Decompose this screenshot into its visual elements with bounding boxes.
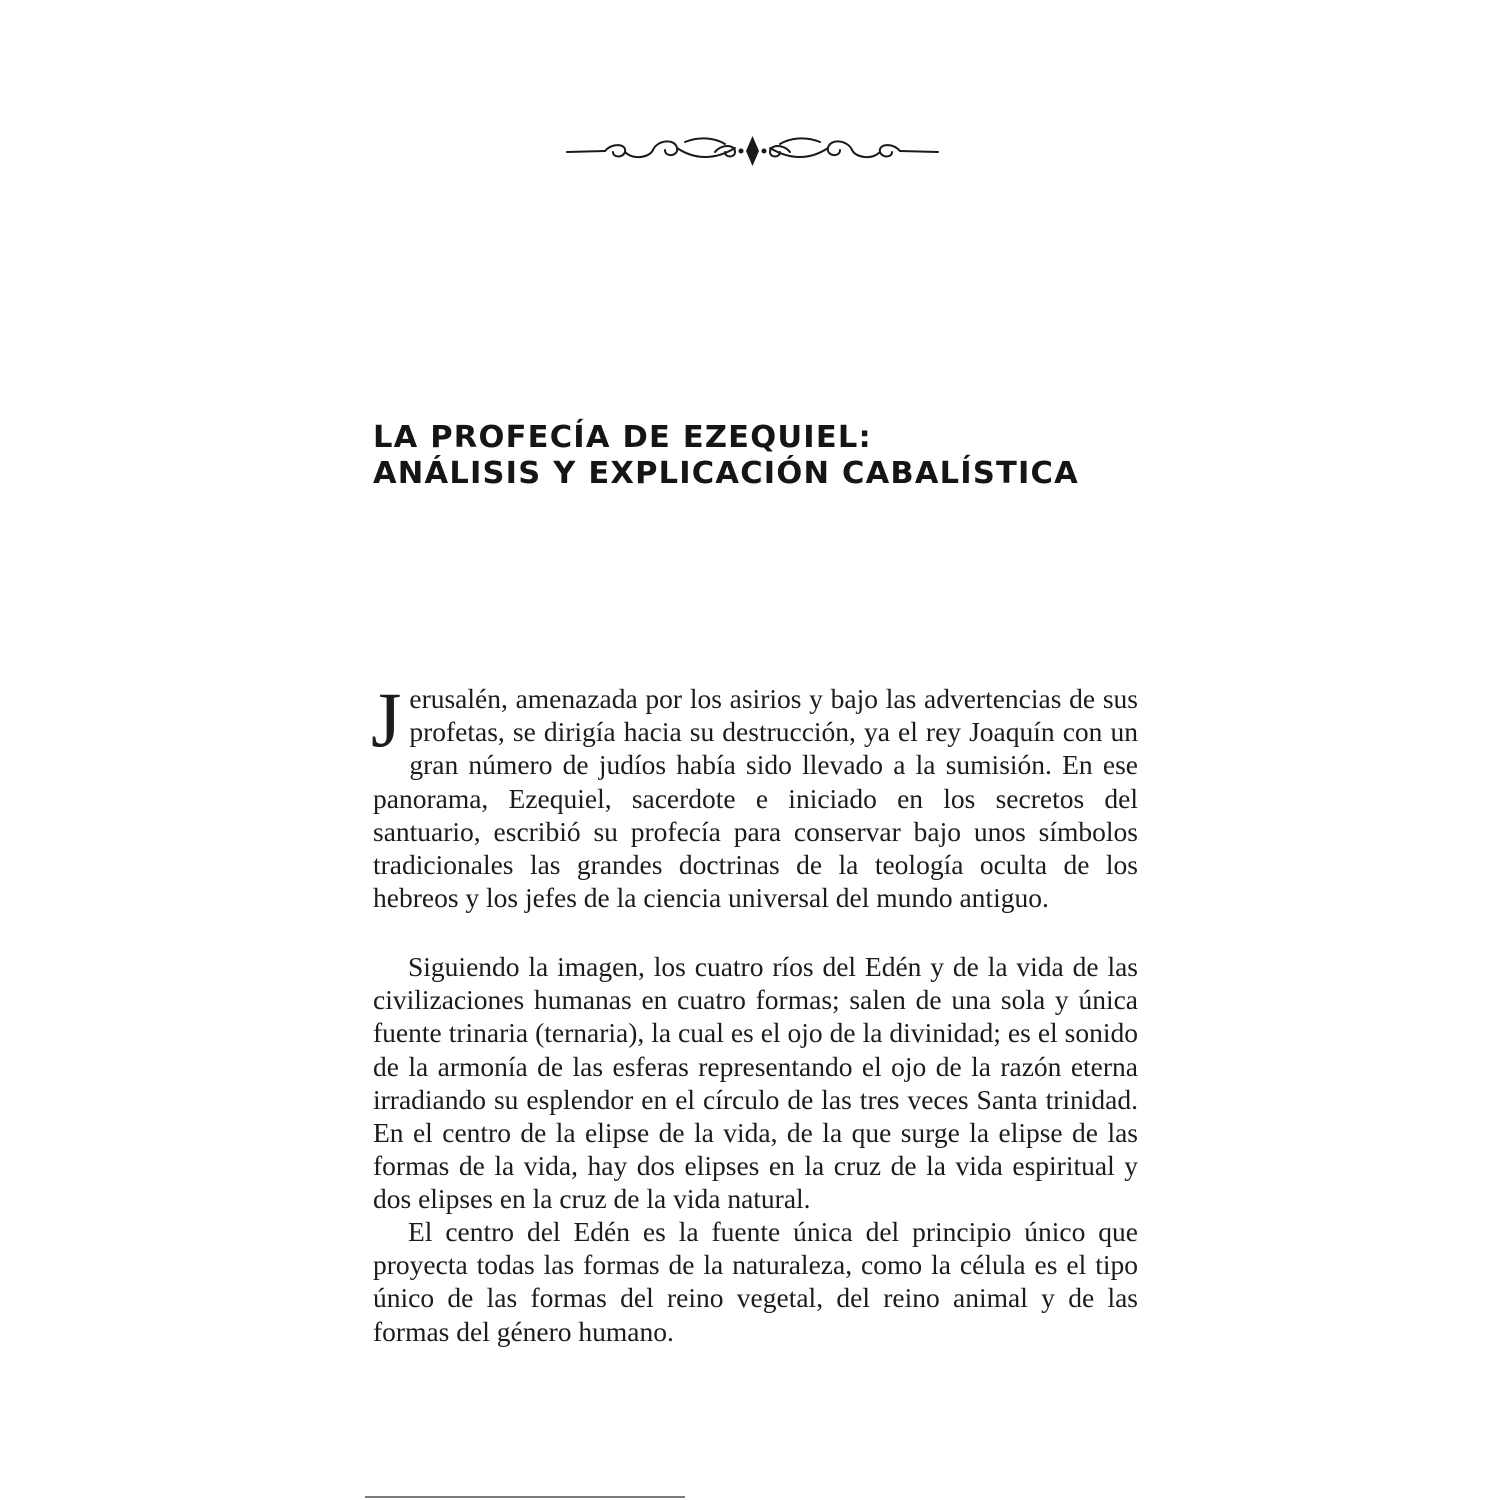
paragraph-2-text: Siguiendo la imagen, los cuatro ríos del Edén y de la vida de las civilizaciones humanas en cuatro formas; salen de una sola y única fuente trinaria (ternaria), la cual es el ojo de la divinidad; es el sonido de la armonía de las esferas representando el ojo de la razón eterna irradiando su esplendor en el círculo de las tres veces Santa trinidad. En el centro de la elipse de la vida, de la que surge la elipse de las formas de la vida, hay dos elipses en la cruz de la vida espiritual y dos elipses en la cruz de la vida natural. bbox=[373, 951, 1138, 1215]
paragraph-1 bbox=[371, 676, 1138, 914]
paragraph-1-text: erusalén, amenazada por los asirios y bajo las advertencias de sus profetas, se dirigía hacia su destrucción, ya el rey Joaquín con un gran número de judíos había sido llevado a la sumisión. En ese panorama, Ezequiel, sacerdote e iniciado en los secretos del santuario, escribió su profecía para conservar bajo unos símbolos tradicionales las grandes doctrinas de la teología oculta de los hebreos y los jefes de la ciencia universal del mundo antiguo. bbox=[373, 683, 1138, 914]
page-edge-line bbox=[365, 1496, 685, 1498]
chapter-title-line-1: LA PROFECÍA DE EZEQUIEL: bbox=[373, 420, 872, 455]
decorative-scroll-divider-icon bbox=[565, 130, 940, 170]
paragraph-3 bbox=[373, 1215, 1138, 1348]
paragraph-3-text: El centro del Edén es la fuente única del principio único que proyecta todas las formas de la naturaleza, como la célula es el tipo único de las formas del reino vegetal, del reino animal y de las formas del género humano. bbox=[373, 1216, 1138, 1347]
paragraph-2 bbox=[373, 950, 1138, 1216]
chapter-title bbox=[373, 420, 1133, 492]
chapter-title-line-2: ANÁLISIS Y EXPLICACIÓN CABALÍSTICA bbox=[373, 456, 1079, 491]
drop-cap-letter: J bbox=[371, 676, 402, 763]
